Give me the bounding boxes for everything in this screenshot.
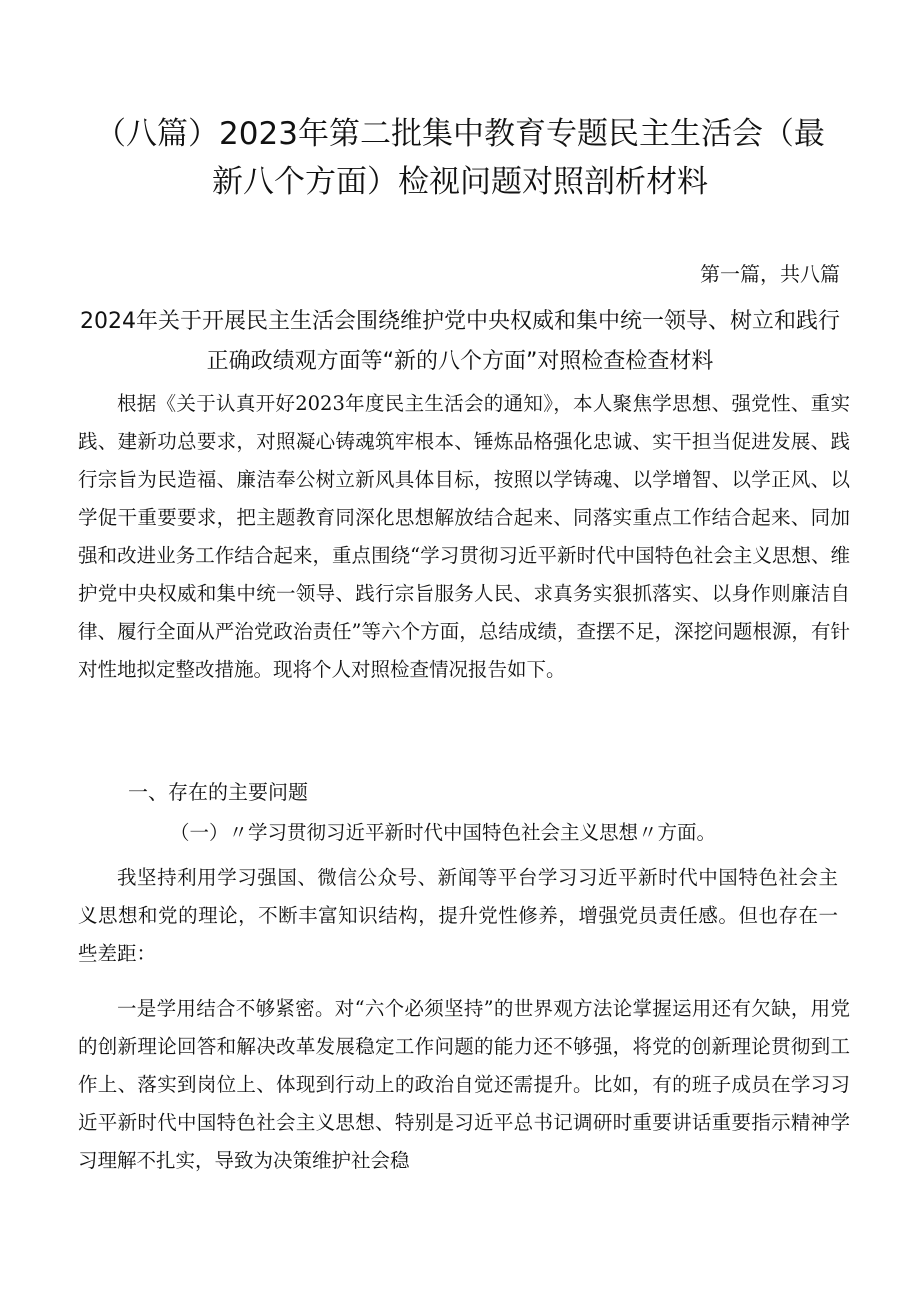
body-paragraph: 一是学用结合不够紧密。对“六个必须坚持”的世界观方法论掌握运用还有欠缺，用党的创新理论回答和解决改革发展稳定工作问题的能力还不够强，将党的创新理论贯彻到工作上、落实到岗位上、体现到行动上的政治自觉还需提升。比如，有的班子成员在学习习近平新时代中国特色社会主义思想、特别是习近平总书记调研时重要讲话重要指示精神学习理解不扎实，导致为决策维护社会稳 <box>78 997 850 1172</box>
article-subtitle: 2024年关于开展民主生活会围绕维护党中央权威和集中统一领导、树立和践行正确政绩观方面等“新的八个方面”对照检查检查材料 <box>80 309 840 374</box>
section-heading: 一、存在的主要问题 <box>128 780 308 804</box>
body-paragraph: 我坚持利用学习强国、微信公众号、新闻等平台学习习近平新时代中国特色社会主义思想和党的理论，不断丰富知识结构，提升党性修养，增强党员责任感。但也存在一些差距： <box>78 866 838 965</box>
sub-heading: （一）〃学习贯彻习近平新时代中国特色社会主义思想〃方面。 <box>170 821 717 844</box>
document-title: （八篇）2023年第二批集中教育专题民主生活会（最新八个方面）检视问题对照剖析材料 <box>95 116 825 200</box>
intro-paragraph: 根据《关于认真开好2023年度民主生活会的通知》，本人聚焦学思想、强党性、重实践、建新功总要求，对照凝心铸魂筑牢根本、锤炼品格强化忠诚、实干担当促进发展、践行宗旨为民造福、廉洁奉公树立新风具体目标，按照以学铸魂、以学增智、以学正风、以学促干重要要求，把主题教育同深化思想解放结合起来、同落实重点工作结合起来、同加强和改进业务工作结合起来，重点围绕“学习贯彻习近平新时代中国特色社会主义思想、维护党中央权威和集中统一领导、践行宗旨服务人民、求真务实狠抓落实、以身作则廉洁自律、履行全面从严治党政治责任”等六个方面，总结成绩，查摆不足，深挖问题根源，有针对性地拟定整改措施。现将个人对照检查情况报告如下。 <box>78 392 850 681</box>
chapter-label: 第一篇，共八篇 <box>700 262 840 286</box>
